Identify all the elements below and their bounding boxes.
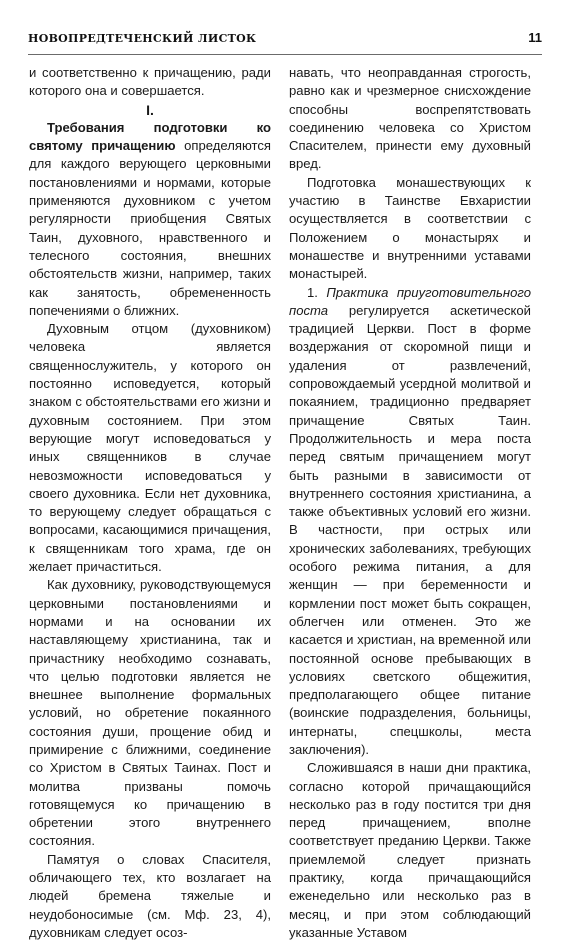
page-header — [28, 30, 542, 52]
left-column — [29, 64, 271, 942]
list-number: 1. — [307, 284, 327, 300]
section-number: I. — [146, 101, 154, 118]
right-column — [289, 64, 531, 942]
left-paragraph-3: Как духовнику, руководствующемуся церковными постановлениями и нормами и на основании их наставляющему христианина, так и причастнику необходимо сознавать, что целью подготовки является не внешнее выполнение формальных условий, но обретение покаянного состояния души, прощение обид и примирение с ближними, соединение со Христом в Святых Таинах. Пост и молитва призваны помочь готовящемуся ко причащению в обретении этого внутреннего состояния. — [29, 577, 271, 849]
paragraph-lead-bold: Требования подготовки ко святому причащению — [29, 119, 271, 154]
left-paragraph-1 — [29, 119, 271, 320]
left-paragraph-2: Духовным отцом (духовником) человека является священнослужитель, у которого он постоянно исповедуется, который знаком с обстоятельствами его жизни и духовным состоянием. При этом верующие могут исповедоваться у иных священников в случае невозможности исповедоваться у своего духовника. Если нет духовника, то верующему следует обращаться с вопросами, касающимися причащения, к священникам того храма, где он желает причаститься. — [29, 321, 271, 575]
right-paragraph-2 — [289, 284, 531, 760]
paragraph-body: определяются для каждого верующего церковными постановлениями и нормами, которые применяются духовником с учетом регулярности приобщения Святых Таин, духовного, нравственного и телесного состояния, внешних обстоятельств жизни, например, таких как занятость, обремененность попечениями о ближних. — [29, 138, 272, 318]
publication-title: НОВОПРЕДТЕЧЕНСКИЙ ЛИСТОК — [28, 32, 257, 45]
paragraph-lead-italic: Практика приуготовительного поста — [289, 284, 531, 318]
left-paragraph-4: Памятуя о словах Спасителя, обличающего тех, кто возлагает на людей бремена тяжелые и неудобоносимые (см. Мф. 23, 4), духовникам следует осоз- — [29, 851, 271, 940]
right-paragraph-3: Сложившаяся в наши дни практика, согласно которой причащающийся несколько раз в году постится три дня перед причащением, вполне соответствует преданию Церкви. Также приемлемой следует признать практику, когда причащающийся еженедельно или несколько раз в месяц, и при этом соблюдающий указанные Уставом — [289, 760, 531, 940]
right-paragraph-0: навать, что неоправданная строгость, равно как и чрезмерное снисхождение способны воспрепятствовать соединению человека со Христом Спасителем, принести ему духовный вред. — [289, 65, 531, 172]
page-number: 11 — [528, 30, 542, 45]
header-divider — [28, 54, 542, 55]
right-paragraph-1: Подготовка монашествующих к участию в Таинстве Евхаристии осуществляется в соответствии с Положением о монастырях и монашестве и внутренними уставами монастырей. — [289, 174, 531, 282]
left-paragraph-0: и соответственно к причащению, ради которого она и совершается. — [29, 65, 271, 99]
paragraph-body: регулируется аскетической традицией Церкви. Пост в форме воздержания от скоромной пищи и удаления от развлечений, сопровождаемый усердной молитвой и покаянием, традиционно предваряет причащение Святых Таин. Продолжительность и мера поста перед святым причащением могут быть разными в зависимости от внутреннего состояния христианина, а также объективных условий его жизни. В частности, при острых или хронических заболеваниях, требующих особого режима питания, а для женщин — при беременности и кормлении пост может быть сокращен, облегчен или отменен. Это же касается и христиан, на временной или постоянной основе пребывающих в условиях светского общежития, предполагающего общее питание (воинские подразделения, больницы, интернаты, спецшколы, места заключения). — [289, 302, 531, 757]
